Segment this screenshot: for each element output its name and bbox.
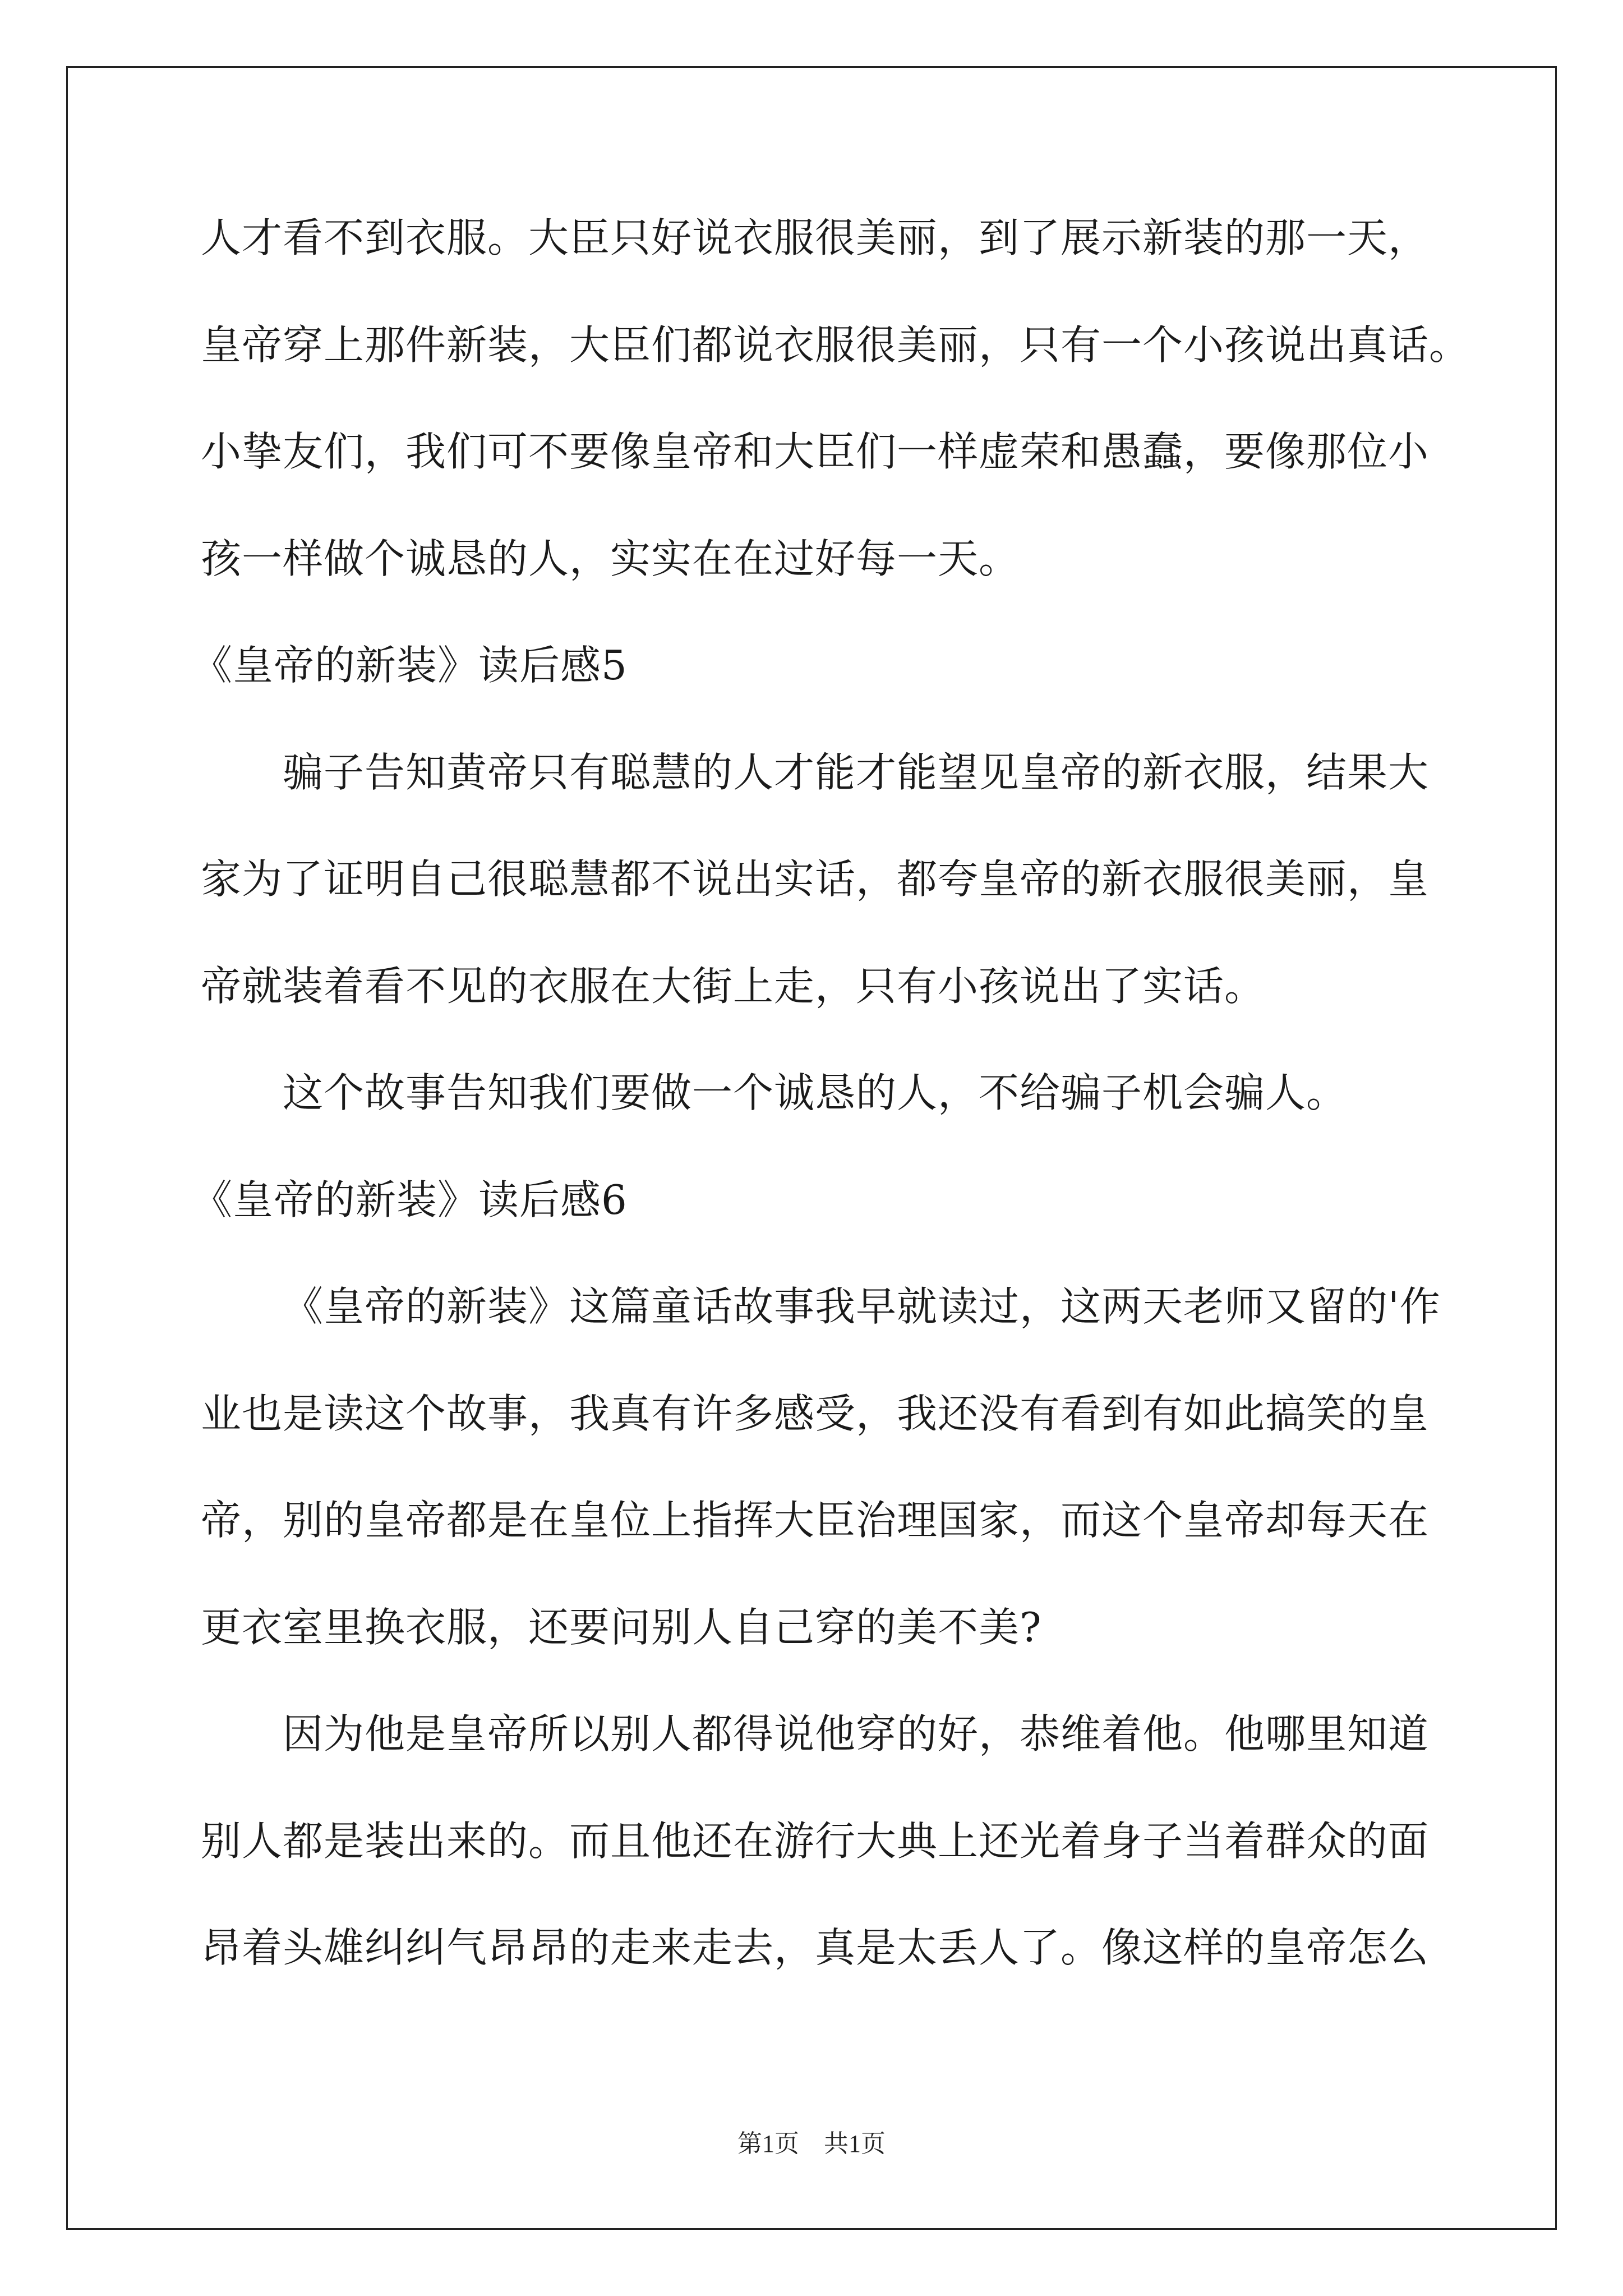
section-heading: 《皇帝的新装》读后感6 (192, 1176, 628, 1223)
page-footer: 第1页 共1页 (737, 2130, 886, 2157)
text-line: 人才看不到衣服。大臣只好说衣服很美丽，到了展示新装的那一天， (201, 214, 1430, 261)
page-border (66, 66, 1557, 2230)
text-line: 业也是读这个故事，我真有许多感受，我还没有看到有如此搞笑的皇 (201, 1390, 1430, 1437)
paragraph-first-line: 因为他是皇帝所以别人都得说他穿的好，恭维着他。他哪里知道 (283, 1710, 1430, 1757)
text-line: 小挚友们，我们可不要像皇帝和大臣们一样虚荣和愚蠢，要像那位小 (201, 428, 1430, 475)
paragraph-first-line: 骗子告知黄帝只有聪慧的人才能才能望见皇帝的新衣服，结果大 (283, 749, 1430, 796)
text-line: 帝就装着看不见的衣服在大街上走，只有小孩说出了实话。 (201, 963, 1266, 1010)
text-line: 别人都是装出来的。而且他还在游行大典上还光着身子当着群众的面 (201, 1818, 1430, 1865)
section-heading: 《皇帝的新装》读后感5 (192, 642, 628, 689)
text-line: 皇帝穿上那件新装，大臣们都说衣服很美丽，只有一个小孩说出真话。 (201, 321, 1470, 369)
text-line: 家为了证明自己很聪慧都不说出实话，都夸皇帝的新衣服很美丽，皇 (201, 855, 1430, 903)
text-line: 孩一样做个诚恳的人，实实在在过好每一天。 (201, 535, 1020, 582)
text-line: 更衣室里换衣服，还要问别人自己穿的美不美? (201, 1604, 1042, 1651)
text-line: 昂着头雄纠纠气昂昂的走来走去，真是太丢人了。像这样的皇帝怎么 (201, 1924, 1430, 1971)
text-line: 帝，别的皇帝都是在皇位上指挥大臣治理国家，而这个皇帝却每天在 (201, 1497, 1430, 1544)
paragraph-first-line: 《皇帝的新装》这篇童话故事我早就读过，这两天老师又留的'作 (283, 1283, 1441, 1330)
paragraph-first-line: 这个故事告知我们要做一个诚恳的人，不给骗子机会骗人。 (283, 1069, 1348, 1116)
